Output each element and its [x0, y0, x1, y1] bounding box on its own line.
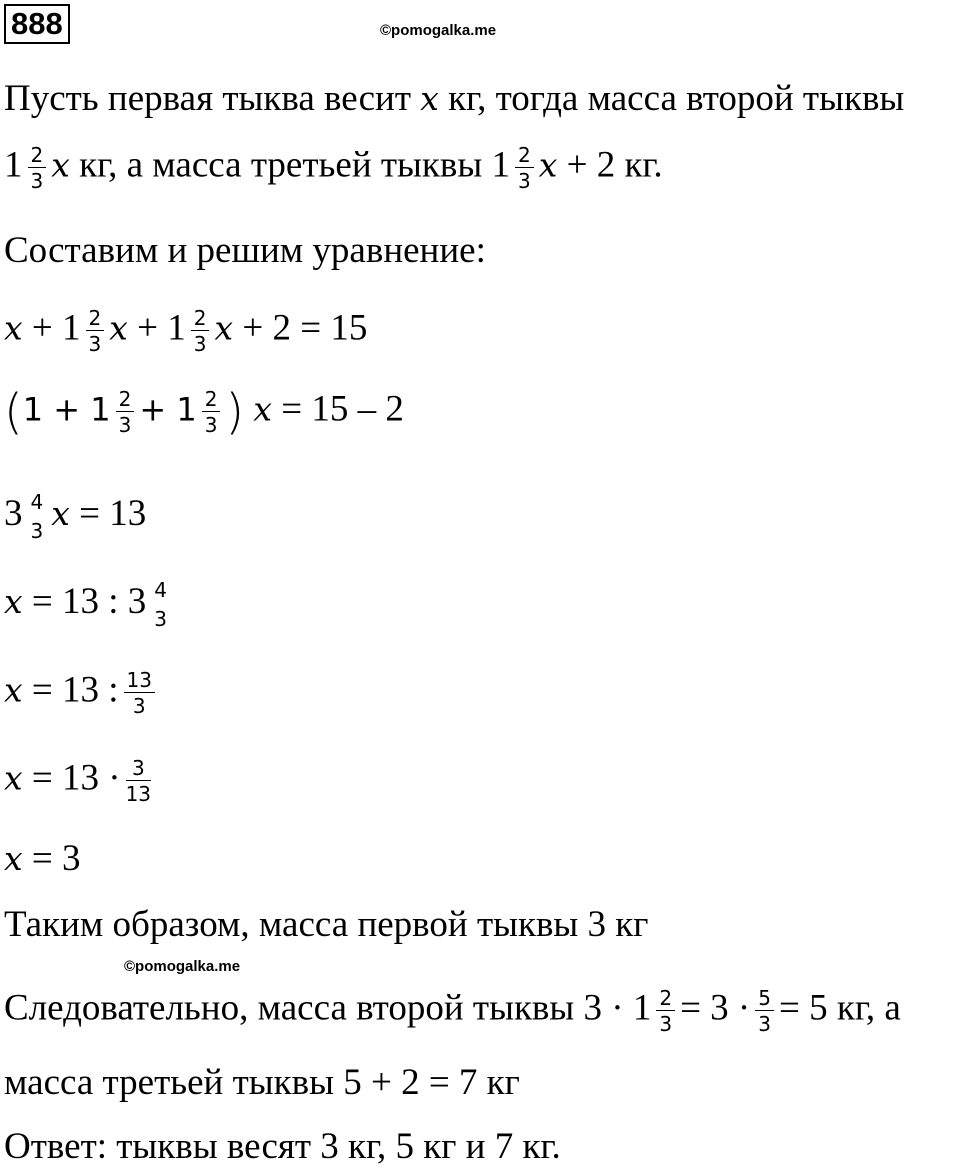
fraction — [515, 145, 534, 191]
equation-4 — [4, 580, 175, 629]
watermark-mid: ©pomogalka.me — [124, 958, 241, 975]
eq3-whole: 3 — [4, 492, 23, 534]
line2-whole: 1 — [4, 144, 23, 186]
eq2-part-c: = 15 – 2 — [272, 388, 404, 430]
numerator: 2 — [86, 308, 105, 331]
fraction — [28, 492, 47, 541]
denominator: 3 — [30, 519, 44, 543]
denominator: 3 — [30, 169, 44, 193]
eq1-part-c: + 2 = 15 — [233, 307, 368, 349]
variable-x: x — [4, 758, 23, 798]
denominator: 3 — [517, 169, 531, 193]
line1-text-b: кг, тогда масса второй тыквы — [438, 78, 905, 119]
numerator: 2 — [515, 145, 534, 168]
numerator: 13 — [124, 670, 155, 693]
text-line-3: Составим и решим уравнение: — [4, 230, 486, 271]
numerator: 3 — [126, 758, 151, 781]
equation-1 — [4, 308, 367, 354]
eq7-text: = 3 — [22, 838, 81, 879]
concl2-part-b: = 3 · — [680, 987, 751, 1029]
text-line-2 — [4, 145, 663, 191]
numerator: 4 — [30, 490, 44, 514]
variable-x: x — [4, 839, 23, 878]
variable-x: x — [253, 389, 273, 429]
denominator: 3 — [132, 694, 146, 718]
eq1-part-a: + 1 — [22, 307, 81, 349]
numerator: 4 — [154, 578, 168, 602]
numerator: 2 — [116, 389, 135, 412]
variable-x: x — [4, 308, 23, 348]
open-paren: ( — [4, 384, 23, 440]
fraction — [191, 308, 210, 354]
eq2-part-a: 1 + 1 — [22, 390, 111, 429]
fraction — [755, 988, 774, 1034]
equation-3 — [4, 492, 146, 541]
numerator: 2 — [656, 988, 675, 1011]
close-paren: ) — [225, 384, 245, 440]
conclusion-line-1: Таким образом, масса первой тыквы 3 кг — [4, 904, 649, 945]
problem-number: 888 — [4, 4, 70, 44]
answer-line: Ответ: тыквы весят 3 кг, 5 кг и 7 кг. — [4, 1126, 561, 1167]
eq2-part-b: + 1 — [139, 390, 197, 429]
denominator: 3 — [193, 332, 207, 356]
variable-x: x — [109, 308, 128, 348]
fraction — [202, 389, 221, 435]
fraction — [656, 988, 675, 1034]
line2-text-a: кг, а масса третьей тыквы 1 — [69, 144, 510, 186]
eq6-text: = 13 · — [22, 757, 121, 799]
numerator: 2 — [202, 389, 221, 412]
denominator: 3 — [118, 413, 132, 437]
variable-x: x — [214, 308, 234, 348]
numerator: 5 — [755, 988, 774, 1011]
watermark-top: ©pomogalka.me — [380, 22, 497, 39]
variable-x: x — [51, 493, 70, 533]
fraction — [116, 389, 135, 435]
fraction — [28, 145, 47, 191]
denominator: 3 — [88, 332, 102, 356]
numerator: 2 — [191, 308, 210, 331]
denominator: 3 — [659, 1012, 673, 1036]
denominator: 3 — [154, 607, 168, 631]
eq5-text: = 13 : — [22, 669, 119, 711]
line1-text-a: Пусть первая тыква весит — [4, 78, 421, 119]
equation-7 — [4, 840, 81, 877]
denominator: 13 — [125, 782, 152, 806]
fraction — [126, 758, 151, 804]
variable-x: x — [4, 581, 23, 621]
eq3-rest: = 13 — [69, 492, 147, 534]
equation-2 — [4, 384, 404, 440]
concl2-part-c: = 5 кг, а — [779, 987, 901, 1029]
conclusion-line-3: масса третьей тыквы 5 + 2 = 7 кг — [4, 1062, 520, 1103]
line2-text-b: + 2 кг. — [557, 144, 663, 186]
conclusion-line-2 — [4, 988, 901, 1034]
variable-x: x — [51, 145, 70, 185]
concl2-part-a: Следовательно, масса второй тыквы 3 · 1 — [4, 987, 652, 1029]
eq4-text: = 13 : 3 — [22, 580, 147, 622]
fraction — [151, 580, 170, 629]
denominator: 3 — [204, 413, 218, 437]
equation-6 — [4, 758, 156, 804]
fraction — [124, 670, 155, 716]
denominator: 3 — [758, 1012, 771, 1036]
text-line-1 — [4, 80, 904, 117]
variable-x: x — [420, 79, 439, 118]
equation-5 — [4, 670, 160, 716]
variable-x: x — [538, 145, 558, 185]
eq1-part-b: + 1 — [127, 307, 186, 349]
variable-x: x — [4, 670, 23, 710]
numerator: 2 — [28, 145, 47, 168]
fraction — [86, 308, 105, 354]
